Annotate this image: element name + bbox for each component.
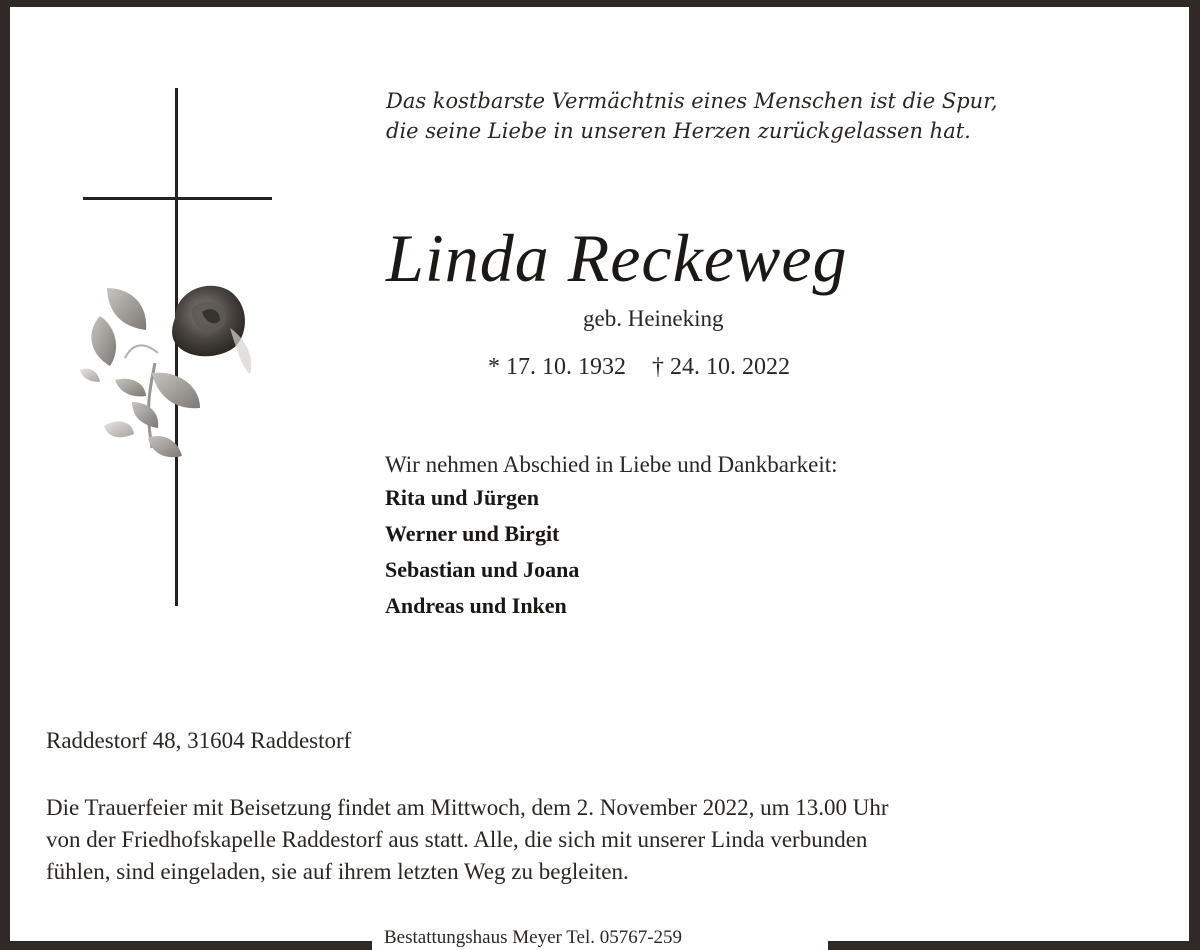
cross-horizontal-bar <box>83 197 272 200</box>
mourner-name: Werner und Birgit <box>385 521 560 546</box>
quote-line-1: Das kostbarste Vermächtnis eines Menschen ist die Spur, <box>386 89 998 113</box>
funeral-home: Bestattungshaus Meyer Tel. 05767-259 <box>384 927 683 948</box>
quote <box>386 86 1126 146</box>
frame-bottom-border-right <box>828 941 1200 950</box>
rose-icon <box>70 278 270 468</box>
death-date: † 24. 10. 2022 <box>652 354 790 380</box>
birth-name: geb. Heineking <box>583 306 724 331</box>
frame-right-border <box>1189 0 1200 950</box>
address: Raddestorf 48, 31604 Raddestorf <box>46 728 352 753</box>
life-dates <box>488 352 790 382</box>
ceremony-line-3: fühlen, sind eingeladen, sie auf ihrem letzten Weg zu begleiten. <box>46 859 629 884</box>
frame-bottom-border-left <box>0 941 372 950</box>
frame-top-border <box>0 0 1200 7</box>
quote-line-2: die seine Liebe in unseren Herzen zurückgelassen hat. <box>386 119 971 143</box>
ceremony-notice <box>46 792 1166 888</box>
mourner-name: Sebastian und Joana <box>385 557 580 582</box>
ceremony-line-2: von der Friedhofskapelle Raddestorf aus statt. Alle, die sich mit unserer Linda verbunden <box>46 827 868 852</box>
mourner-name: Andreas und Inken <box>385 593 567 618</box>
deceased-name: Linda Reckeweg <box>386 220 848 296</box>
mourners-intro: Wir nehmen Abschied in Liebe und Dankbarkeit: <box>385 452 838 477</box>
mourners-block <box>385 450 838 624</box>
ceremony-line-1: Die Trauerfeier mit Beisetzung findet am Mittwoch, dem 2. November 2022, um 13.00 Uhr <box>46 795 889 820</box>
mourner-name: Rita und Jürgen <box>385 485 540 510</box>
birth-date: * 17. 10. 1932 <box>488 354 626 380</box>
frame-left-border <box>0 0 10 950</box>
